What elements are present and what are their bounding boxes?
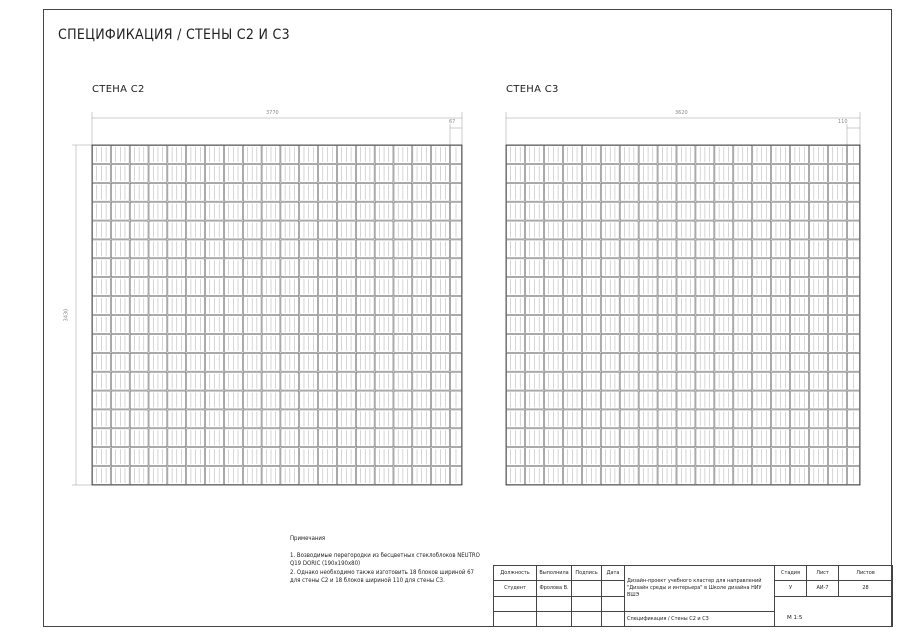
tb-header-stage: Стадия (775, 566, 807, 581)
tb-scale: М 1:5 (787, 615, 803, 621)
wall-c3-width-dim: 3620 (675, 110, 688, 116)
tb-role: Студент (494, 581, 537, 596)
title-block (493, 565, 893, 627)
tb-header-performed: Выполнила (537, 566, 572, 581)
tb-signature-cell (572, 581, 602, 596)
wall-c3-extra-dim: 110 (838, 119, 848, 125)
note-item-2: 2. Однако необходимо также изготовить 18 блоков шириной 67 для стены С2 и 18 блоков шириной 110 для стены С3. (290, 568, 474, 584)
tb-project-name: Дизайн-проект учебного кластер для направлений "Дизайн среды и интерьера" в Школе дизайна НИУ ВШЭ (625, 566, 775, 612)
tb-sheet-name: Спецификация / Стены С2 и С3 (625, 611, 775, 626)
page-title: СПЕЦИФИКАЦИЯ / СТЕНЫ С2 И С3 (58, 27, 290, 43)
tb-empty-3 (572, 596, 602, 611)
notes (290, 535, 480, 586)
tb-sheets: 28 (839, 581, 893, 596)
tb-empty-5 (494, 611, 537, 626)
tb-empty-7 (572, 611, 602, 626)
tb-header-date: Дата (602, 566, 625, 581)
wall-c2-extra-dim: 67 (449, 119, 456, 125)
tb-sheet: АИ-7 (807, 581, 839, 596)
wall-outline (92, 145, 462, 485)
tb-empty-1 (494, 596, 537, 611)
note-item-1: 1. Возводимые перегородки из бесцветных стеклоблоков NEUTRO Q19 DORIC (190х190х80) (290, 551, 480, 567)
tb-header-position: Должность (494, 566, 537, 581)
wall-outline (506, 145, 860, 485)
tb-date-cell (602, 581, 625, 596)
tb-empty-4 (602, 596, 625, 611)
tb-author: Фролова В. (537, 581, 572, 596)
tb-org-cell (775, 596, 893, 627)
wall-c2-width-dim: 3770 (266, 110, 279, 116)
wall-c3-label: СТЕНА С3 (506, 84, 559, 95)
tb-empty-8 (602, 611, 625, 626)
wall-c2-label: СТЕНА С2 (92, 84, 145, 95)
tb-empty-2 (537, 596, 572, 611)
wall-c2-height-dim: 3430 (63, 308, 70, 322)
tb-empty-6 (537, 611, 572, 626)
tb-header-sheet: Лист (807, 566, 839, 581)
notes-title: Примечания (290, 535, 326, 542)
tb-header-sheets: Листов (839, 566, 893, 581)
tb-stage: У (775, 581, 807, 596)
tb-header-signature: Подпись (572, 566, 602, 581)
